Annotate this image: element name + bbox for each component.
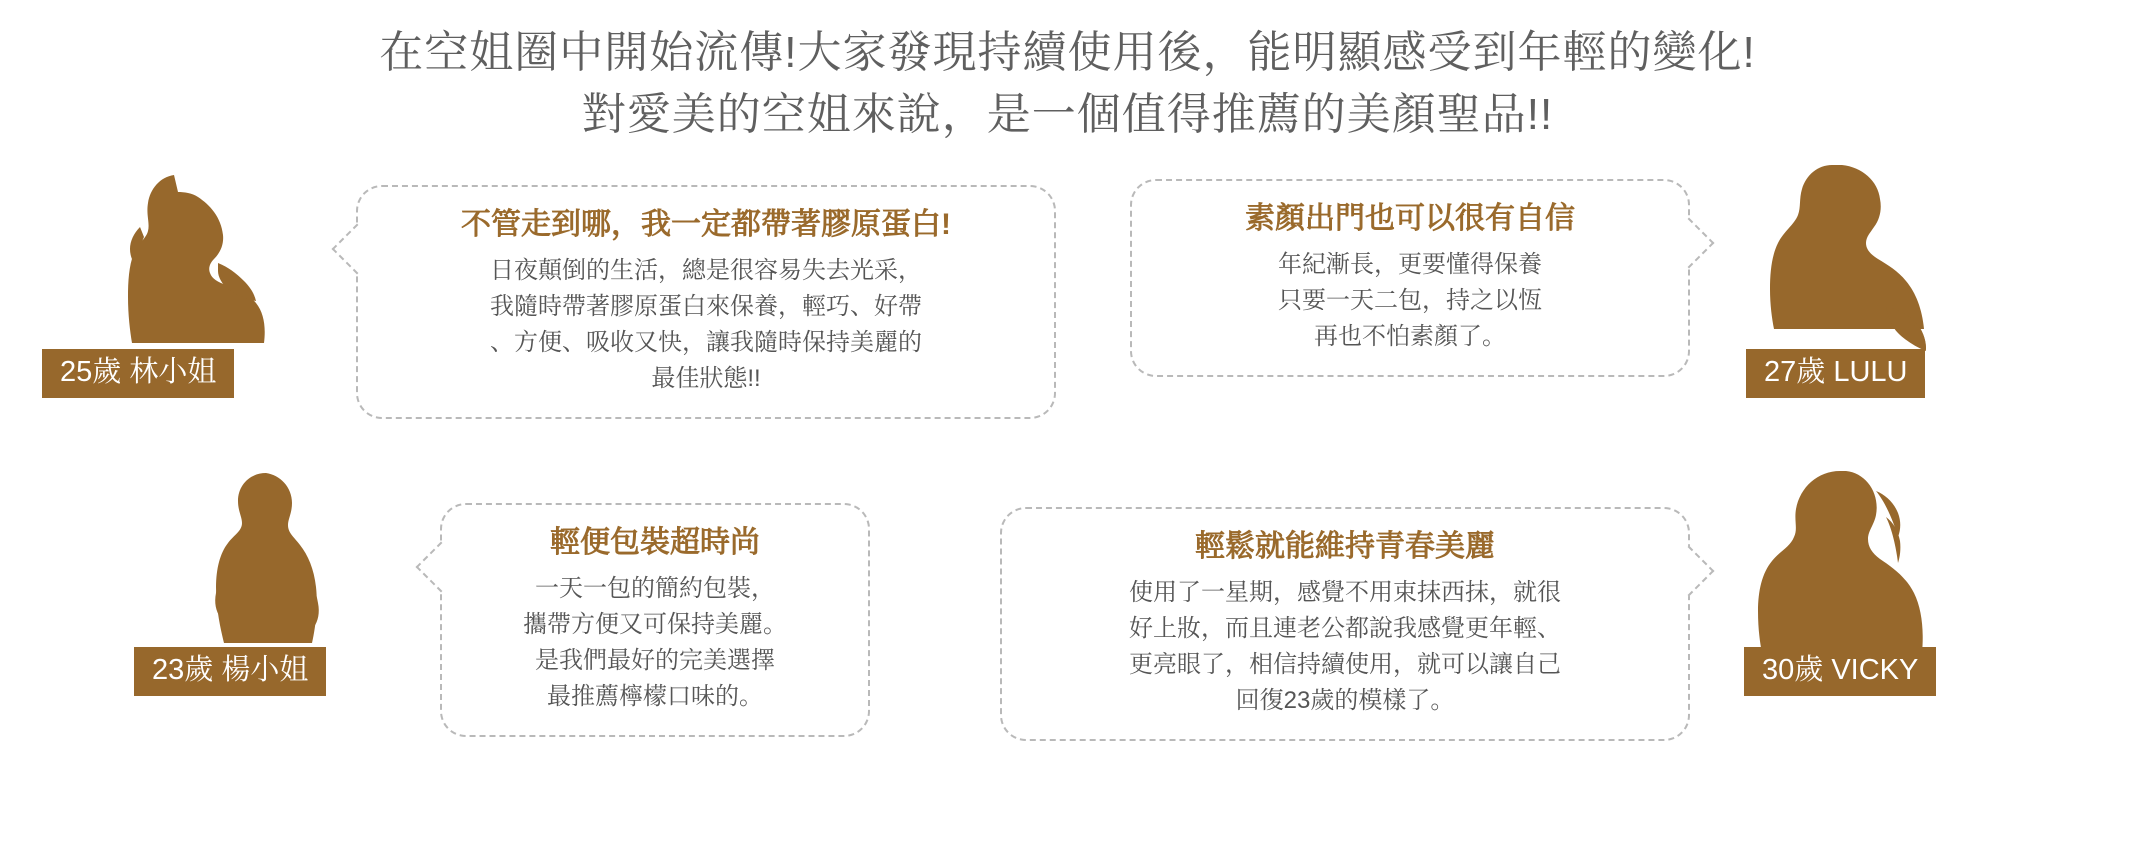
bubble-body-line: 一天一包的簡約包裝， xyxy=(535,575,775,603)
testimonial-lulu xyxy=(1130,159,1946,389)
name-tag-vicky: 30歲 VICKY xyxy=(1744,647,1936,696)
bubble-tail-icon xyxy=(416,541,467,592)
name-tag-lin: 25歲 林小姐 xyxy=(42,349,234,398)
bubble-title-lulu: 素顏出門也可以很有自信 xyxy=(1245,201,1575,235)
bubble-title-lin: 不管走到哪，我一定都帶著膠原蛋白! xyxy=(461,207,951,241)
woman-leaning-silhouette xyxy=(1736,159,1946,389)
bubble-body-line: 攜帶方便又可保持美麗。 xyxy=(523,611,787,639)
woman-sitting-silhouette xyxy=(60,167,310,397)
speech-bubble-yang xyxy=(440,503,870,738)
bubble-body-line: 是我們最好的完美選擇 xyxy=(535,647,775,675)
headline-line-1: 在空姐圈中開始流傳!大家發現持續使用後，能明顯感受到年輕的變化! xyxy=(379,28,1756,77)
name-tag-yang: 23歲 楊小姐 xyxy=(134,647,326,696)
bubble-body-line: 再也不怕素顏了。 xyxy=(1314,323,1506,351)
speech-bubble-lulu xyxy=(1130,179,1690,378)
bubble-title-yang: 輕便包裝超時尚 xyxy=(550,525,760,559)
bubble-body-line: 年紀漸長，更要懂得保養 xyxy=(1278,251,1542,279)
bubble-body-line: 、方便、吸收又快，讓我隨時保持美麗的 xyxy=(490,329,922,357)
speech-bubble-vicky xyxy=(1000,507,1690,742)
bubble-body-yang xyxy=(468,571,842,715)
bubble-body-line: 回復23歲的模樣了。 xyxy=(1235,687,1455,715)
bubble-body-lulu xyxy=(1158,247,1662,355)
bubble-body-line: 最推薦檸檬口味的。 xyxy=(547,683,763,711)
speech-bubble-lin xyxy=(356,185,1056,420)
woman-portrait-silhouette xyxy=(1736,467,1946,697)
testimonial-board xyxy=(0,147,2135,807)
testimonial-vicky xyxy=(1000,467,1946,742)
bubble-body-line: 使用了一星期，感覺不用束抹西抹，就很 xyxy=(1129,579,1561,607)
bubble-title-vicky: 輕鬆就能維持青春美麗 xyxy=(1195,529,1495,563)
name-tag-lulu: 27歲 LULU xyxy=(1746,349,1925,398)
bubble-tail-icon xyxy=(332,223,383,274)
bubble-body-lin xyxy=(384,253,1028,397)
headline-line-2: 對愛美的空姐來說，是一個值得推薦的美顏聖品!! xyxy=(581,90,1554,140)
bubble-body-line: 日夜顛倒的生活，總是很容易失去光采， xyxy=(490,257,922,285)
bubble-body-line: 更亮眼了，相信持續使用，就可以讓自己 xyxy=(1129,651,1561,679)
bubble-tail-icon xyxy=(1664,217,1715,268)
woman-standing-silhouette xyxy=(152,467,390,697)
bubble-tail-icon xyxy=(1664,545,1715,596)
bubble-body-line: 最佳狀態!! xyxy=(651,365,761,393)
bubble-body-vicky xyxy=(1028,575,1662,719)
bubble-body-line: 好上妝，而且連老公都說我感覺更年輕、 xyxy=(1129,615,1561,643)
page-headline xyxy=(0,0,2135,147)
testimonial-yang xyxy=(152,467,870,738)
bubble-body-line: 只要一天二包，持之以恆 xyxy=(1278,287,1542,315)
testimonial-lin xyxy=(60,167,1056,420)
bubble-body-line: 我隨時帶著膠原蛋白來保養，輕巧、好帶 xyxy=(490,293,922,321)
